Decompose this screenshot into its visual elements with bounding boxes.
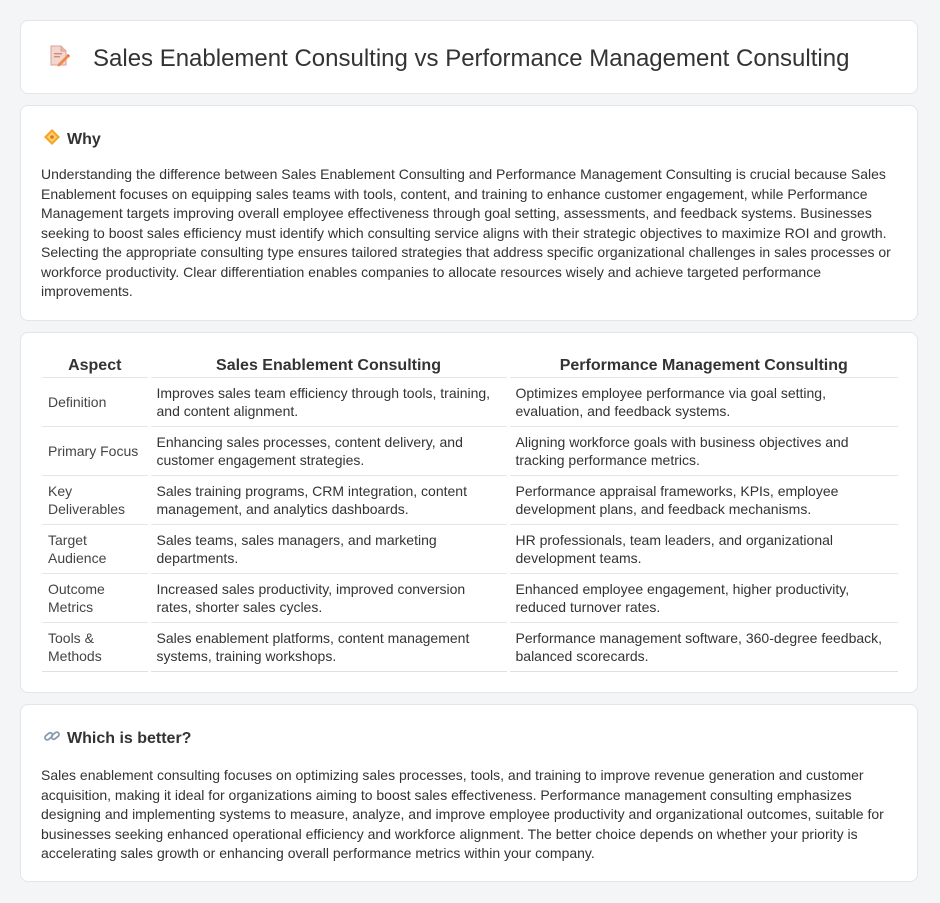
header-card	[20, 20, 918, 94]
why-body: Understanding the difference between Sales Enablement Consulting and Performance Management Consulting is crucial because Sales Enablement focuses on equipping sales teams with tools, content, and training to enhance customer engagement, while Performance Management targets improving overall employee effectiveness through goal setting, assessments, and feedback systems. Businesses seeking to boost sales efficiency must identify which consulting service aligns with their strategic objectives to maximize ROI and growth. Selecting the appropriate consulting type ensures tailored strategies that address specific organizational challenges in sales processes or workforce productivity. Clear differentiation enables companies to allocate resources wisely and achieve targeted performance improvements.	[41, 166, 891, 299]
performance-management-cell: HR professionals, team leaders, and organizational development teams.	[508, 525, 898, 574]
performance-management-cell: Aligning workforce goals with business objectives and tracking performance metrics.	[508, 427, 898, 476]
sales-enablement-cell: Increased sales productivity, improved conversion rates, shorter sales cycles.	[149, 574, 508, 623]
table-row	[42, 525, 898, 574]
aspect-cell: Primary Focus	[42, 427, 149, 476]
aspect-cell: Tools & Methods	[42, 623, 149, 672]
table-row	[42, 574, 898, 623]
column-header-aspect: Aspect	[42, 355, 149, 378]
diamond-icon	[43, 128, 61, 151]
performance-management-cell: Performance management software, 360-degree feedback, balanced scorecards.	[508, 623, 898, 672]
which-is-better-heading: Which is better?	[67, 729, 192, 747]
column-header-performance-management: Performance Management Consulting	[508, 355, 898, 378]
which-is-better-section	[20, 704, 918, 882]
sales-enablement-cell: Sales enablement platforms, content management systems, training workshops.	[149, 623, 508, 672]
aspect-cell: Key Deliverables	[42, 476, 149, 525]
link-icon	[43, 727, 61, 750]
sales-enablement-cell: Improves sales team efficiency through tools, training, and content alignment.	[149, 378, 508, 427]
comparison-section	[20, 332, 918, 693]
aspect-cell: Outcome Metrics	[42, 574, 149, 623]
comparison-table	[42, 355, 898, 672]
table-row	[42, 427, 898, 476]
performance-management-cell: Performance appraisal frameworks, KPIs, employee development plans, and feedback mechanisms.	[508, 476, 898, 525]
document-edit-icon	[47, 44, 71, 73]
table-row	[42, 623, 898, 672]
aspect-cell: Definition	[42, 378, 149, 427]
performance-management-cell: Enhanced employee engagement, higher productivity, reduced turnover rates.	[508, 574, 898, 623]
why-heading: Why	[67, 130, 101, 148]
sales-enablement-cell: Enhancing sales processes, content delivery, and customer engagement strategies.	[149, 427, 508, 476]
column-header-sales-enablement: Sales Enablement Consulting	[149, 355, 508, 378]
table-header-row	[42, 355, 898, 378]
page-title: Sales Enablement Consulting vs Performance Management Consulting	[93, 44, 850, 72]
sales-enablement-cell: Sales training programs, CRM integration, content management, and analytics dashboards.	[149, 476, 508, 525]
sales-enablement-cell: Sales teams, sales managers, and marketing departments.	[149, 525, 508, 574]
which-is-better-body: Sales enablement consulting focuses on optimizing sales processes, tools, and training to improve revenue generation and customer acquisition, making it ideal for organizations aiming to boost sales effectiveness. Performance management consulting emphasizes designing and implementing systems to measure, analyze, and improve employee productivity and organizational outcomes, suitable for businesses seeking enhanced operational efficiency and workforce alignment. The better choice depends on whether your priority is accelerating sales growth or enhancing overall performance metrics within your company.	[41, 767, 884, 861]
table-row	[42, 476, 898, 525]
aspect-cell: Target Audience	[42, 525, 149, 574]
why-section	[20, 105, 918, 321]
table-row	[42, 378, 898, 427]
performance-management-cell: Optimizes employee performance via goal setting, evaluation, and feedback systems.	[508, 378, 898, 427]
